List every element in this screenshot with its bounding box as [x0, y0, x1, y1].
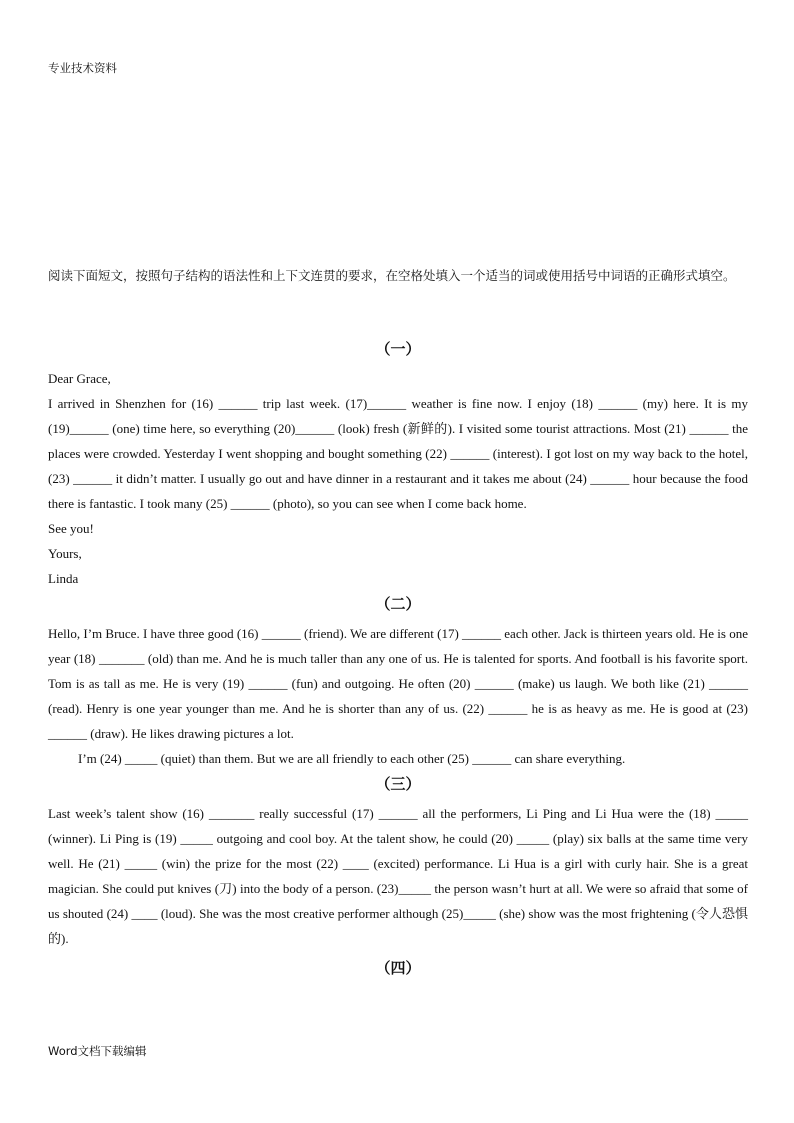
passage-1-body: I arrived in Shenzhen for (16) ______ trip last week. (17)______ weather is fine now. I enjoy (18) ______ (my) here. It is my (19)______ (one) time here, so everything (20)______ (look) fresh (新鲜的). I visited some tourist attractions. Most (21) ______ the places were crowded. Yesterday I went shopping and bought something (22) ______ (interest). I got lost on my way back to the hotel, (23) ______ it didn’t matter. I usually go out and have dinner in a restaurant and it takes me about (24) ______ hour because the food there is fantastic. I took many (25) ______ (photo), so you can see when I come back home. — [48, 396, 748, 511]
salutation: Dear Grace, — [48, 371, 111, 386]
closing-yours: Yours, — [48, 546, 82, 561]
signature: Linda — [48, 571, 79, 586]
passage-3 — [48, 801, 748, 951]
section-title-2: （二） — [375, 597, 421, 613]
section-title-4: （四） — [375, 961, 421, 977]
page-header-note: 专业技术资料 — [48, 61, 117, 75]
exercise-instructions: 阅读下面短文，按照句子结构的语法性和上下文连贯的要求，在空格处填入一个适当的词或使用括号中词语的正确形式填空。 — [48, 268, 736, 283]
closing-see-you: See you! — [48, 521, 94, 536]
page-footer-note: Word文档下载编辑 — [48, 1044, 147, 1058]
passage-2 — [48, 621, 748, 771]
section-title-3: （三） — [375, 777, 421, 793]
passage-2-body: Hello, I’m Bruce. I have three good (16) ______ (friend). We are different (17) ______ each other. Jack is thirteen years old. He is one year (18) _______ (old) than me. And he is much taller than any one of us. He is talented for sports. And football is his favorite sport. Tom is as tall as me. He is very (19) ______ (fun) and outgoing. He often (20) ______ (make) us laugh. We both like (21) ______ (read). Henry is one year younger than me. And he is shorter than any of us. (22) ______ he is as heavy as me. He is good at (23) ______ (draw). He likes drawing pictures a lot. — [48, 626, 748, 741]
passage-3-body: Last week’s talent show (16) _______ really successful (17) ______ all the performers, Li Ping and Li Hua were the (18) _____ (winner). Li Ping is (19) _____ outgoing and cool boy. At the talent show, he could (20) _____ (play) six balls at the same time very well. He (21) _____ (win) the prize for the most (22) ____ (excited) performance. Li Hua is a girl with curly hair. She is a great magician. She could put knives (刀) into the body of a person. (23)_____ the person wasn’t hurt at all. We were so afraid that some of us shouted (24) ____ (loud). She was the most creative performer although (25)_____ (she) show was the most frightening (令人恐惧的). — [48, 806, 748, 946]
passage-2-body-indented: I’m (24) _____ (quiet) than them. But we are all friendly to each other (25) ______ can share everything. — [78, 751, 626, 766]
passage-1 — [48, 366, 748, 591]
section-title-1: （一） — [375, 342, 421, 358]
passages — [48, 338, 748, 981]
